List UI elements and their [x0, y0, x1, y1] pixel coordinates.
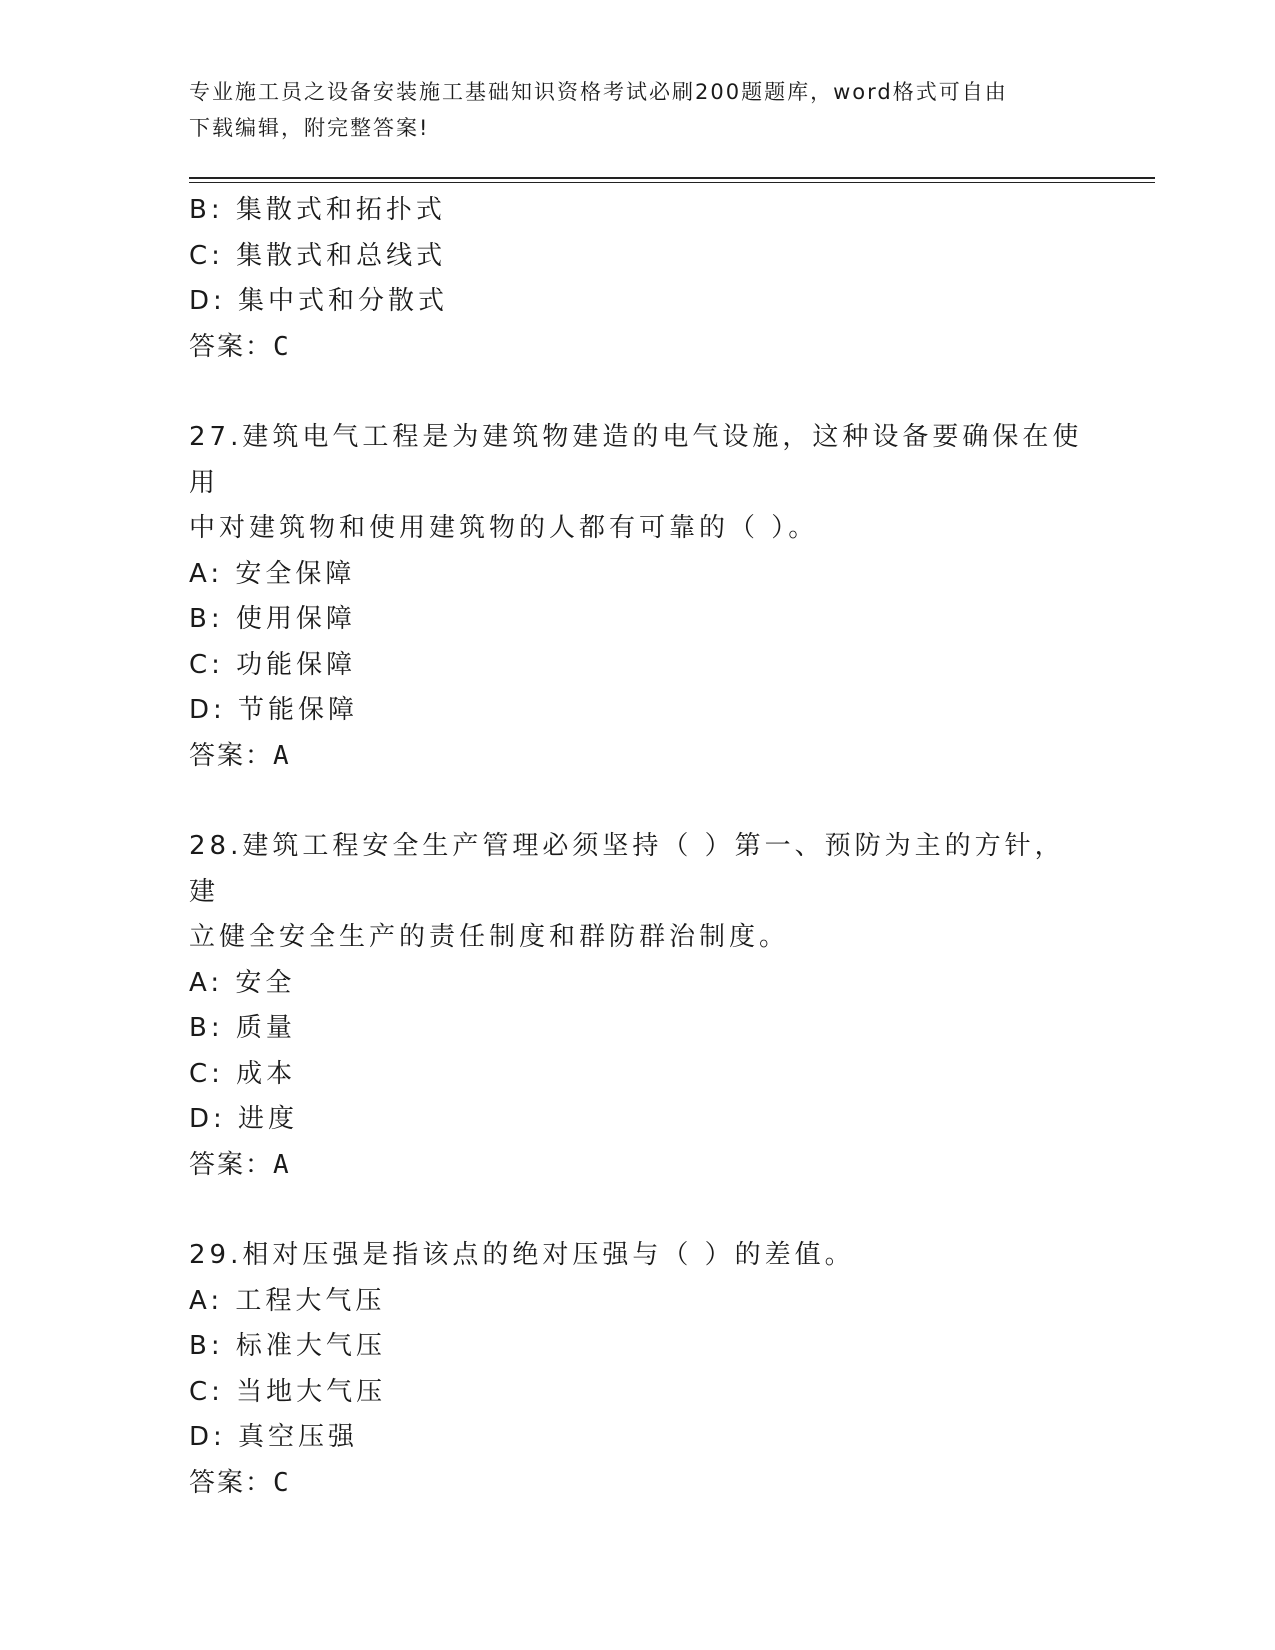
option-d: D: 进度	[189, 1104, 299, 1134]
question-stem-line2: 中对建筑物和使用建筑物的人都有可靠的（ ）。	[189, 513, 819, 543]
document-header	[189, 74, 1089, 146]
option-d: D: 真空压强	[189, 1422, 359, 1452]
header-title-line1: 专业施工员之设备安装施工基础知识资格考试必刷200题题库，word格式可自由	[189, 80, 1008, 104]
answer-value: A	[273, 1149, 291, 1180]
option-b: B: 集散式和拓扑式	[189, 195, 446, 225]
option-a: A: 安全保障	[189, 558, 356, 589]
header-divider-thick	[189, 177, 1155, 179]
question-list	[189, 188, 1155, 1506]
question-block-28	[189, 824, 1155, 1188]
option-a: A: 工程大气压	[189, 1285, 386, 1316]
question-stem	[189, 1233, 1089, 1279]
answer-label: 答案：	[189, 331, 274, 362]
header-title-line2: 下载编辑，附完整答案!	[189, 116, 430, 140]
option-c: C: 功能保障	[189, 649, 357, 680]
question-stem	[189, 824, 1089, 961]
answer-line	[189, 1461, 1155, 1507]
option-c: C: 成本	[189, 1058, 297, 1089]
option-a: A: 安全	[189, 967, 296, 998]
header-divider-thin	[189, 182, 1155, 183]
option-b: B: 使用保障	[189, 604, 356, 634]
option-d: D: 节能保障	[189, 695, 359, 725]
question-stem	[189, 415, 1089, 552]
answer-label: 答案：	[189, 1467, 274, 1498]
answer-line	[189, 734, 1155, 780]
option-b: B: 标准大气压	[189, 1331, 386, 1361]
question-stem-line2: 立健全安全生产的责任制度和群防群治制度。	[189, 922, 790, 952]
answer-line	[189, 1143, 1155, 1189]
answer-line	[189, 325, 1155, 371]
answer-value: A	[273, 740, 291, 771]
question-block-29	[189, 1233, 1155, 1506]
question-stem-line1: 27.建筑电气工程是为建筑物建造的电气设施，这种设备要确保在使用	[189, 422, 1083, 498]
question-block-26	[189, 188, 1155, 370]
option-b: B: 质量	[189, 1013, 296, 1043]
answer-label: 答案：	[189, 740, 274, 771]
option-c: C: 集散式和总线式	[189, 240, 447, 271]
question-stem-line1: 29.相对压强是指该点的绝对压强与（ ）的差值。	[189, 1240, 855, 1270]
answer-label: 答案：	[189, 1149, 274, 1180]
option-c: C: 当地大气压	[189, 1376, 387, 1407]
option-d: D: 集中式和分散式	[189, 286, 449, 316]
answer-value: C	[273, 1467, 291, 1498]
question-stem-line1: 28.建筑工程安全生产管理必须坚持（ ）第一、预防为主的方针，建	[189, 831, 1065, 907]
question-block-27	[189, 415, 1155, 779]
answer-value: C	[273, 331, 291, 362]
